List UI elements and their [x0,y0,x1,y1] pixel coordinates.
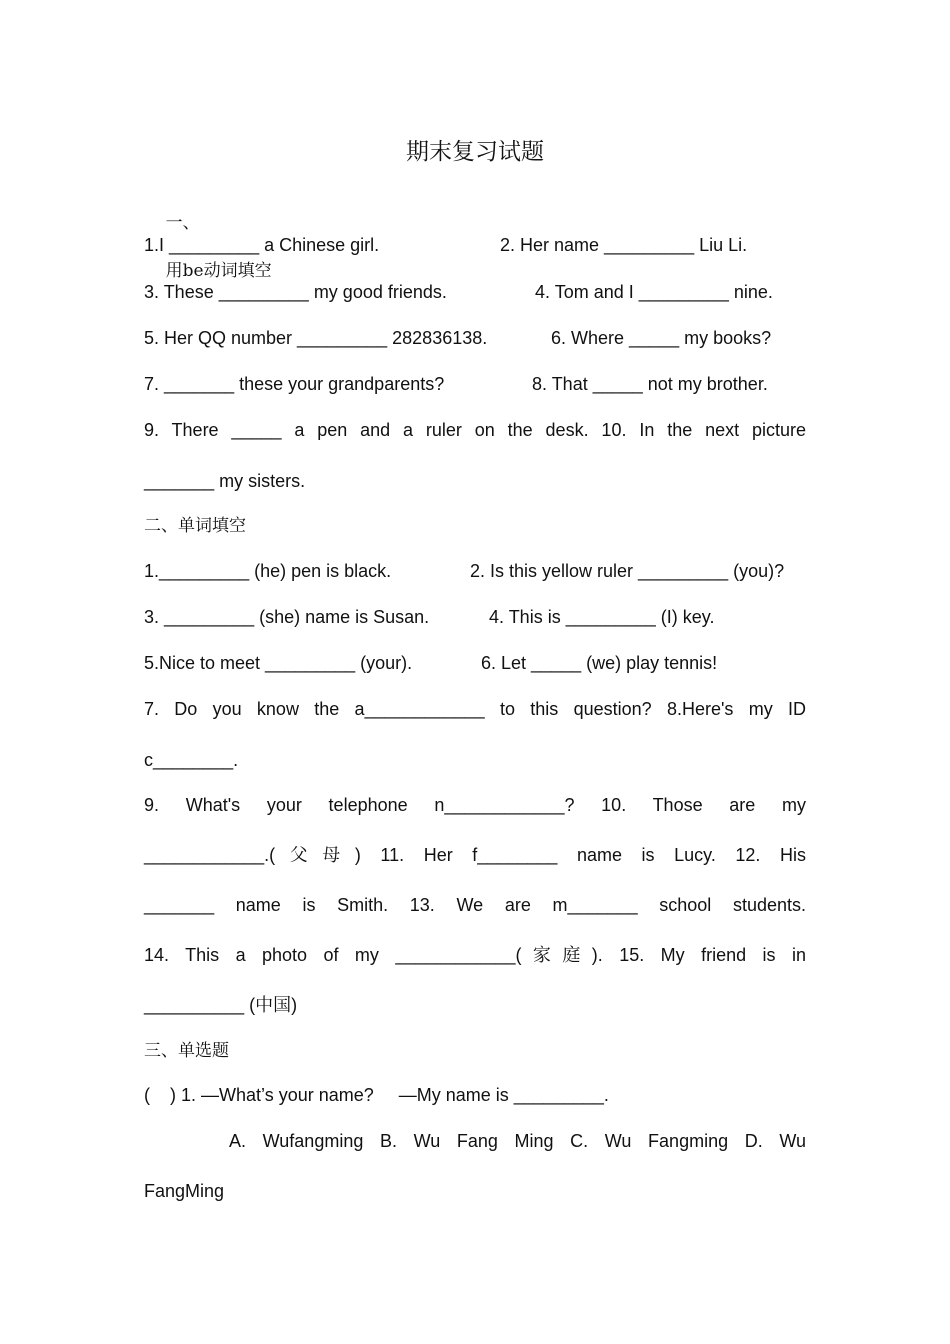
section-1-title: 用be动词填空 [165,261,272,281]
s1-q10-cont: _______ my sisters. [144,471,306,491]
s3-q1-stem: ( ) 1. —What’s your name? —My name is _________. [144,1085,609,1105]
s2-q14-15: 14. This a photo of my ____________(家庭). 15. My friend is in [144,945,806,965]
s2-q2: 2. Is this yellow ruler _________ (you)? [470,561,785,581]
s2-q8-cont: c________. [144,750,239,770]
s1-q9-10: 9. There _____ a pen and a ruler on the desk. 10. In the next picture [144,420,806,440]
s2-q6: 6. Let _____ (we) play tennis! [481,653,718,673]
s2-q3: 3. _________ (she) name is Susan. [144,607,430,627]
s1-q7: 7. _______ these your grandparents? [144,374,445,394]
s2-q9-10: 9. What's your telephone n____________? 10. Those are my [144,795,806,815]
s2-q7-8: 7. Do you know the a____________ to this question? 8.Here's my ID [144,699,806,719]
s1-q5: 5. Her QQ number _________ 282836138. [144,328,488,348]
page-title: 期末复习试题 [406,139,544,165]
s1-q6: 6. Where _____ my books? [551,328,772,348]
s3-q1-options-cont: FangMing [144,1181,225,1201]
s2-q12-13: _______ name is Smith. 13. We are m_______ school students. [144,895,806,915]
s3-q1-options: A. Wufangming B. Wu Fang Ming C. Wu Fangming D. Wu [229,1131,806,1151]
s2-q15-cont: __________ (中国) [144,995,298,1015]
s2-q10-12: ____________.(父母) 11. Her f________ name is Lucy. 12. His [144,845,806,865]
s2-q5: 5.Nice to meet _________ (your). [144,653,413,673]
section-3-heading: 三、单选题 [144,1041,229,1061]
s1-q3: 3. These _________ my good friends. [144,282,447,302]
s1-q8: 8. That _____ not my brother. [532,374,768,394]
s2-q4: 4. This is _________ (I) key. [489,607,715,627]
s2-q1: 1._________ (he) pen is black. [144,561,392,581]
section-1-number: 一、 [165,213,200,233]
s1-q4: 4. Tom and I _________ nine. [535,282,773,302]
s1-q2: 2. Her name _________ Liu Li. [500,235,748,255]
section-2-heading: 二、单词填空 [144,516,246,536]
s1-q1: 1.I _________ a Chinese girl. [144,235,380,255]
